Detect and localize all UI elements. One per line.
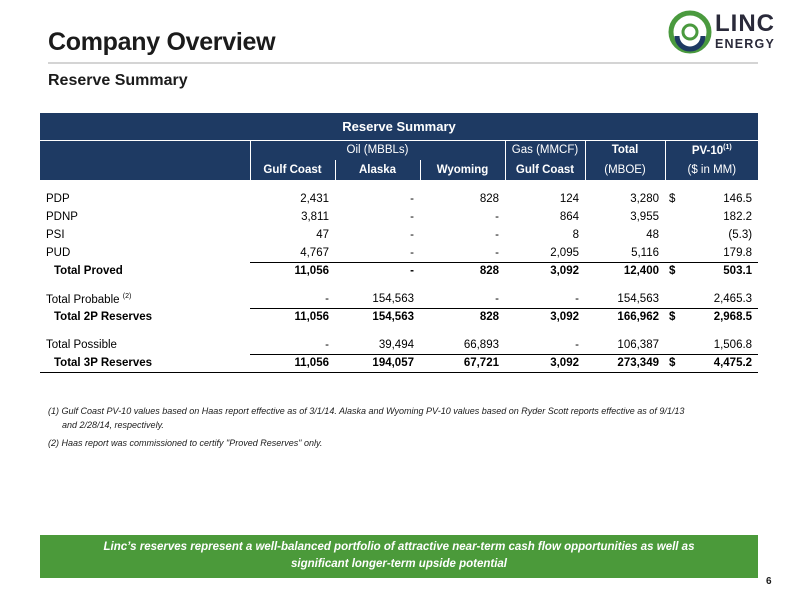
logo-wordmark-bottom: ENERGY: [715, 37, 775, 51]
table-row: Total Probable $^{(2)}$ - 154,563 - - 154,563 2,465.3: [46, 292, 753, 306]
col-alaska: Alaska: [335, 160, 420, 180]
gas-group-header: Gas (MMCF): [505, 140, 585, 160]
logo-ring-icon: [668, 10, 712, 54]
reserve-summary-table: [40, 113, 758, 373]
page-title: Company Overview: [48, 28, 276, 56]
col-total-unit: (MBOE): [585, 160, 665, 180]
table-row-total-2p: Total 2P Reserves 11,056 154,563 828 3,092 166,962 $ 2,968.5: [40, 308, 758, 326]
footnote-2: (2) Haas report was commissioned to certify "Proved Reserves" only.: [48, 438, 323, 448]
footnote-1: (1) Gulf Coast PV-10 values based on Haas report effective as of 3/1/14. Alaska and Wyoming PV-10 values based on Ryder Scott reports effective as of 9/1/13 and 2/28/14, respectively.: [48, 406, 685, 430]
page-subtitle: Reserve Summary: [48, 72, 188, 89]
pv10-header: PV-10$^{(1)}$: [665, 140, 758, 160]
col-gas-gulf-coast: Gulf Coast: [505, 160, 585, 180]
title-divider: [48, 62, 758, 64]
col-gulf-coast: Gulf Coast: [250, 160, 335, 180]
col-wyoming: Wyoming: [420, 160, 505, 180]
table-row: PDNP 3,811 - - 864 3,955 182.2: [46, 211, 753, 223]
table-row: PUD 4,767 - - 2,095 5,116 179.8: [46, 246, 753, 259]
summary-banner: Linc’s reserves represent a well-balanced portfolio of attractive near-term cash flow opportunities as well as significant longer-term upside potential: [40, 535, 758, 578]
table-row-total-3p: Total 3P Reserves 11,056 194,057 67,721 3,092 273,349 $ 4,475.2: [40, 354, 758, 372]
logo-wordmark-top: LINC: [715, 10, 775, 37]
linc-energy-logo: [668, 10, 778, 56]
oil-group-header: Oil (MBBLs): [250, 140, 505, 160]
table-row-total-proved: Total Proved 11,056 - 828 3,092 12,400 $ 503.1: [40, 262, 758, 280]
page-number: 6: [766, 576, 772, 587]
total-header: Total: [585, 140, 665, 160]
table-row: PSI 47 - - 8 48 (5.3): [46, 229, 753, 241]
col-pv10-unit: ($ in MM): [665, 160, 758, 180]
table-title: Reserve Summary: [40, 113, 758, 140]
table-row: Total Possible - 39,494 66,893 - 106,387 1,506.8: [46, 338, 753, 351]
table-row: PDP 2,431 - 828 124 3,280 $ 146.5: [46, 193, 753, 205]
